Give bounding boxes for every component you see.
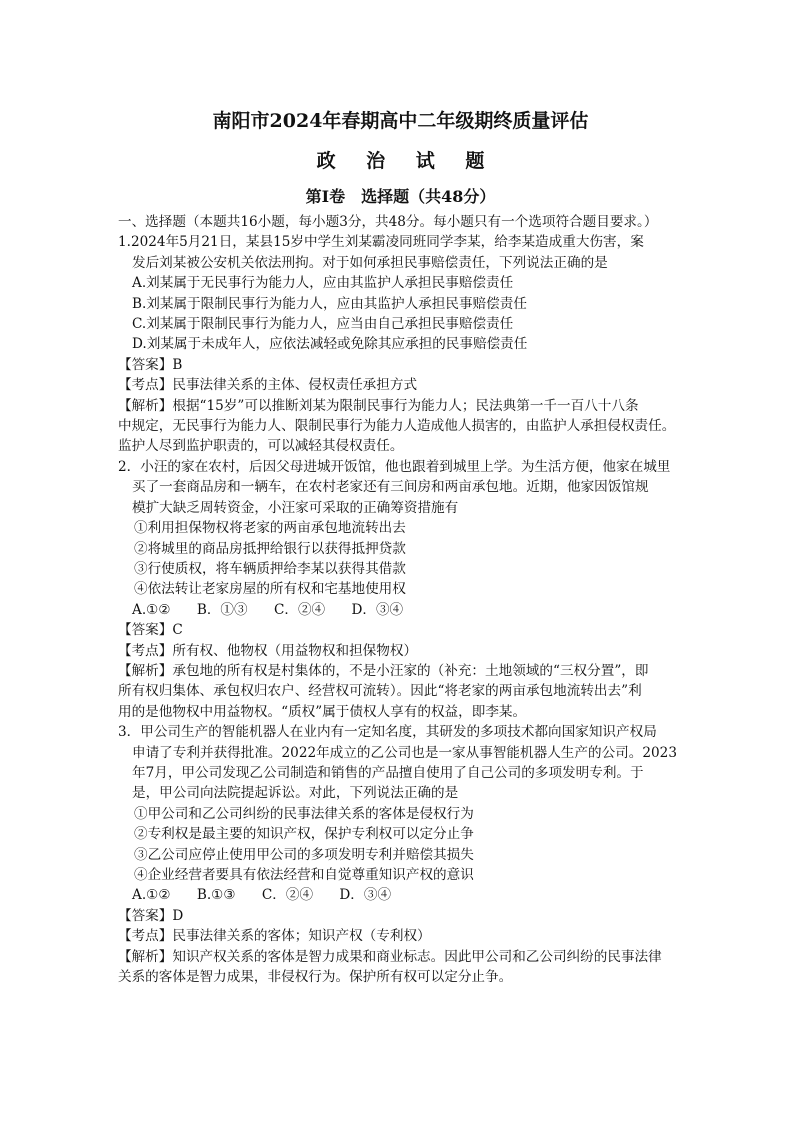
analysis-line: 监护人尽到监护职责的，可以减轻其侵权责任。 <box>118 438 404 455</box>
analysis-line: 【解析】承包地的所有权是村集体的，不是小汪家的（补充：土地领域的“三权分置”，即 <box>118 662 649 679</box>
question-stem-line: 2．小汪的家在农村，后因父母进城开饭馆，他也跟着到城里上学。为生活方便，他家在城里 <box>118 458 671 475</box>
question-stem-line: 年7月，甲公司发现乙公司制造和销售的产品擅自使用了自己公司的多项发明专利。于 <box>132 764 644 781</box>
option-d: D.刘某属于未成年人，应依法减轻或免除其应承担的民事赔偿责任 <box>132 336 528 353</box>
statement-item: ④依法转让老家房屋的所有权和宅基地使用权 <box>134 581 406 598</box>
exam-title: 南阳市2024年春期高中二年级期终质量评估 <box>212 110 589 132</box>
choice-a: A.①② <box>132 887 171 904</box>
statement-item: ①利用担保物权将老家的两亩承包地流转出去 <box>134 520 406 537</box>
question-stem-line: 3．甲公司生产的智能机器人在业内有一定知名度，其研发的多项技术都向国家知识产权局 <box>118 724 657 741</box>
question-3 <box>118 722 683 987</box>
question-1 <box>118 232 683 456</box>
answer-line: 【答案】B <box>118 356 183 373</box>
question-2 <box>118 457 683 722</box>
question-stem-line: 是，甲公司向法院提起诉讼。对此，下列说法正确的是 <box>132 785 459 802</box>
option-c: C.刘某属于限制民事行为能力人，应当由自己承担民事赔偿责任 <box>132 316 514 333</box>
choice-d: D．③④ <box>351 601 404 618</box>
choice-b: B.①③ <box>196 887 236 904</box>
choice-c: C．②④ <box>261 887 314 904</box>
answer-choices <box>118 885 683 905</box>
analysis-line: 关系的客体是智力成果，非侵权行为。保护所有权可以定分止争。 <box>118 969 513 986</box>
subject-title: 政 治 试 题 <box>316 150 497 172</box>
point-line: 【考点】所有权、他物权（用益物权和担保物权） <box>118 642 418 659</box>
statement-item: ①甲公司和乙公司纠纷的民事法律关系的客体是侵权行为 <box>134 805 474 822</box>
question-stem-line: 发后刘某被公安机关依法刑拘。对于如何承担民事赔偿责任，下列说法正确的是 <box>132 254 608 271</box>
choice-d: D．③④ <box>339 887 392 904</box>
question-stem-line: 模扩大缺乏周转资金，小汪家可采取的正确筹资措施有 <box>132 499 459 516</box>
answer-line: 【答案】C <box>118 622 183 639</box>
statement-item: ②专利权是最主要的知识产权，保护专利权可以定分止争 <box>134 826 474 843</box>
choice-a: A.①② <box>132 601 171 618</box>
option-b: B.刘某属于限制民事行为能力人，应由其监护人承担民事赔偿责任 <box>132 295 527 312</box>
analysis-line: 【解析】根据“15岁”可以推断刘某为限制民事行为能力人；民法典第一千一百八十八条 <box>118 397 639 414</box>
question-stem-line: 1.2024年5月21日，某县15岁中学生刘某霸凌同班同学李某，给李某造成重大伤害，案 <box>118 234 644 251</box>
statement-item: ③行使质权，将车辆质押给李某以获得其借款 <box>134 560 406 577</box>
answer-choices <box>118 600 683 620</box>
analysis-line: 中规定，无民事行为能力人、限制民事行为能力人造成他人损害的，由监护人承担侵权责任。 <box>118 418 676 435</box>
analysis-line: 所有权归集体、承包权归农户、经营权可流转）。因此“将老家的两亩承包地流转出去”利 <box>118 683 642 700</box>
point-line: 【考点】民事法律关系的主体、侵权责任承担方式 <box>118 377 418 394</box>
question-stem-line: 申请了专利并获得批准。2022年成立的乙公司也是一家从事智能机器人生产的公司。2023 <box>132 744 677 761</box>
question-stem-line: 买了一套商品房和一辆车，在农村老家还有三间房和两亩承包地。近期，他家因饭馆规 <box>132 479 649 496</box>
analysis-line: 【解析】知识产权关系的客体是智力成果和商业标志。因此甲公司和乙公司纠纷的民事法律 <box>118 948 662 965</box>
statement-item: ②将城里的商品房抵押给银行以获得抵押贷款 <box>134 540 406 557</box>
choice-b: B．①③ <box>196 601 248 618</box>
statement-item: ③乙公司应停止使用甲公司的多项发明专利并赔偿其损失 <box>134 846 474 863</box>
answer-line: 【答案】D <box>118 907 184 924</box>
point-line: 【考点】民事法律关系的客体；知识产权（专利权） <box>118 928 431 945</box>
choice-c: C．②④ <box>273 601 326 618</box>
section-heading: 第Ⅰ卷 选择题（共48分） <box>305 187 496 206</box>
option-a: A.刘某属于无民事行为能力人，应由其监护人承担民事赔偿责任 <box>132 275 514 292</box>
instructions: 一、选择题（本题共16小题，每小题3分，共48分。每小题只有一个选项符合题目要求。） <box>118 214 658 230</box>
analysis-line: 用的是他物权中用益物权。“质权”属于债权人享有的权益，即李某。 <box>118 703 527 720</box>
statement-item: ④企业经营者要具有依法经营和自觉尊重知识产权的意识 <box>134 867 474 883</box>
exam-page <box>118 100 683 987</box>
